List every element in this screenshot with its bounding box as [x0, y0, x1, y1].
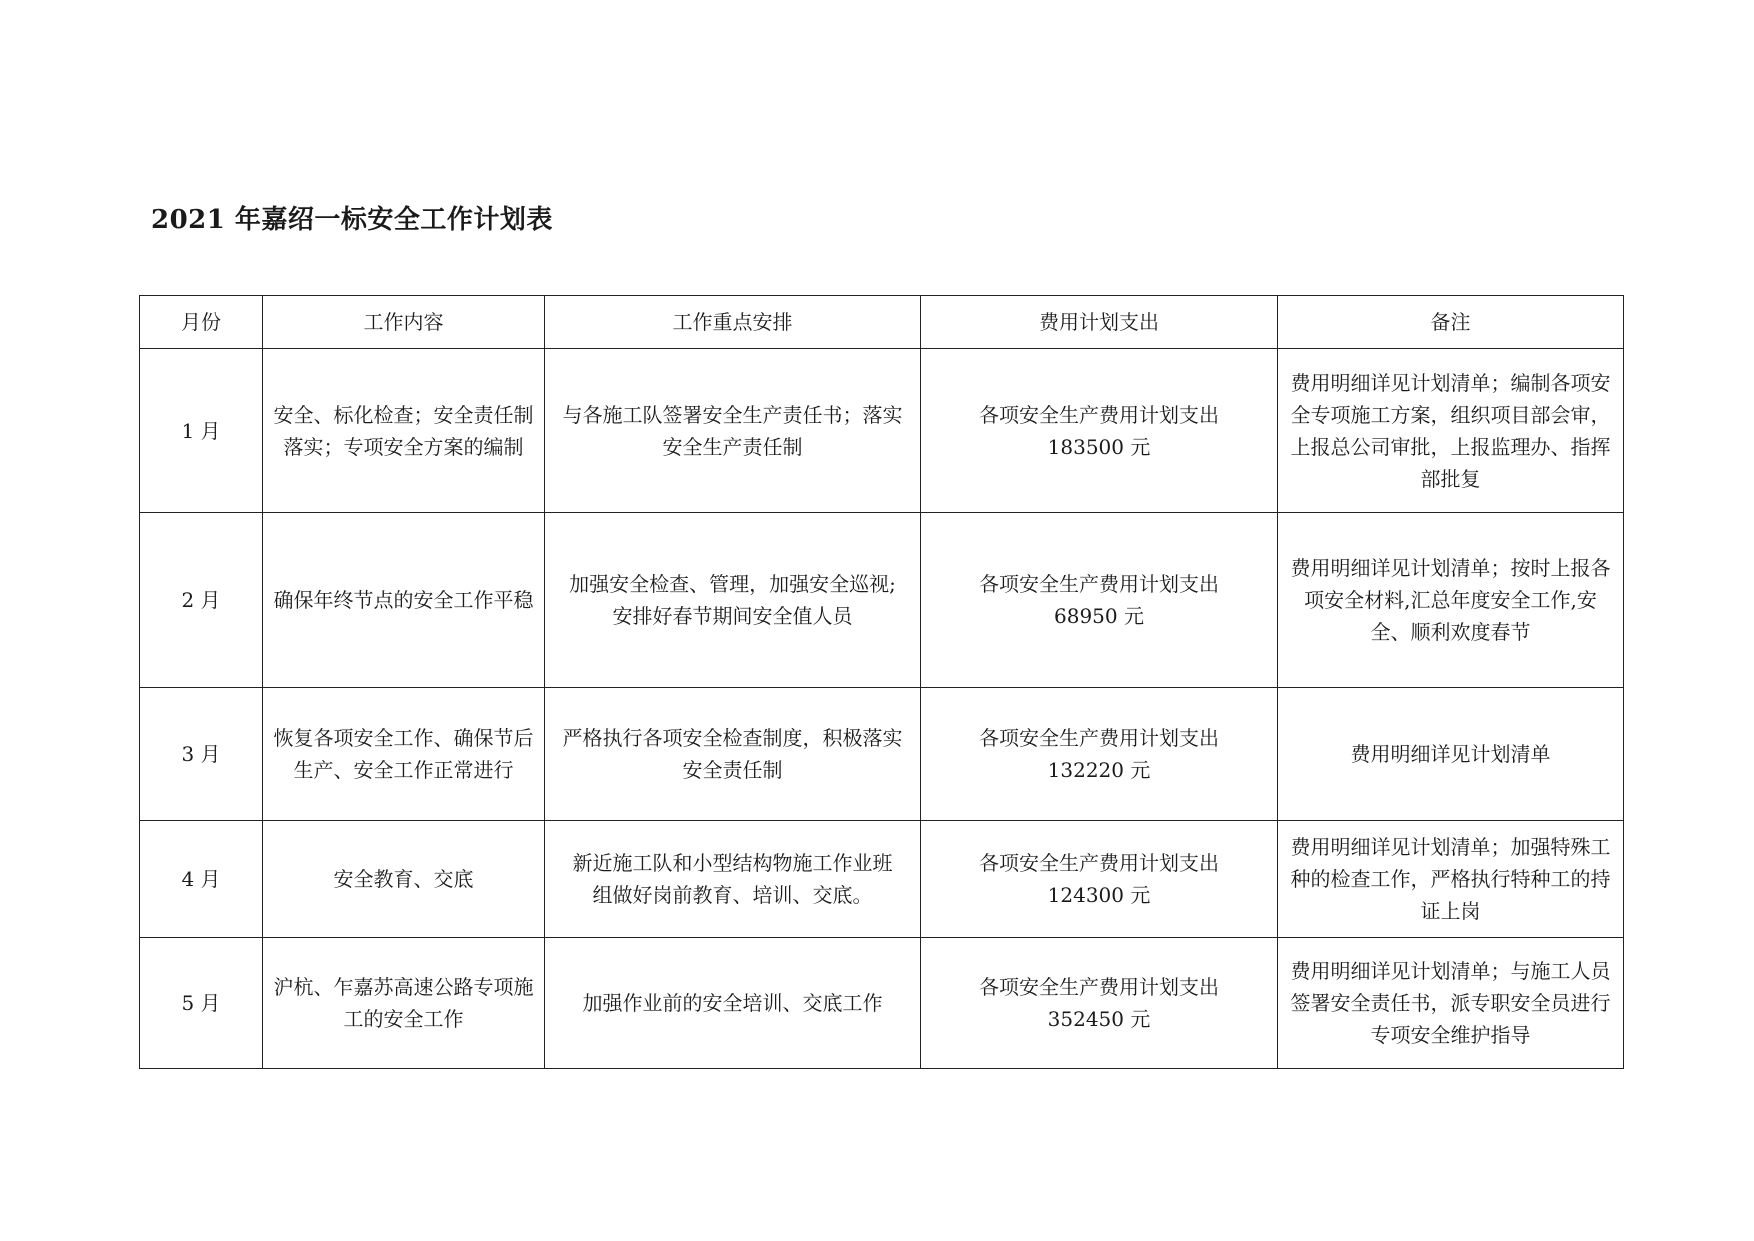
- work-focus-line: 安排好春节期间安全值人员: [612, 604, 853, 628]
- table-row: [140, 349, 1624, 513]
- safety-plan-table: [139, 295, 1624, 1069]
- header-remarks: 备注: [1278, 296, 1624, 349]
- remarks-cell: 费用明细详见计划清单: [1278, 688, 1624, 821]
- cost-label: 各项安全生产费用计划支出: [979, 572, 1219, 596]
- work-focus-line: 组做好岗前教育、培训、交底。: [592, 883, 873, 907]
- table-row: [140, 688, 1624, 821]
- cost-cell: [921, 938, 1278, 1069]
- remarks-cell: 费用明细详见计划清单；与施工人员签署安全责任书，派专职安全员进行专项安全维护指导: [1278, 938, 1624, 1069]
- cost-cell: [921, 349, 1278, 513]
- cost-label: 各项安全生产费用计划支出: [979, 402, 1219, 427]
- document-title: 2021 年嘉绍一标安全工作计划表: [151, 205, 553, 235]
- month-cell: 4 月: [140, 821, 263, 938]
- header-work-focus: 工作重点安排: [545, 296, 921, 349]
- cost-cell: [921, 821, 1278, 938]
- header-work-content: 工作内容: [263, 296, 545, 349]
- header-month: 月份: [140, 296, 263, 349]
- remarks-cell: 费用明细详见计划清单；加强特殊工种的检查工作，严格执行特种工的持证上岗: [1278, 821, 1624, 938]
- cost-amount: 132220 元: [1047, 758, 1151, 782]
- cost-label: 各项安全生产费用计划支出: [979, 975, 1219, 999]
- work-focus-cell: 严格执行各项安全检查制度，积极落实安全责任制: [545, 688, 921, 821]
- remarks-cell: 费用明细详见计划清单；编制各项安全专项施工方案，组织项目部会审，上报总公司审批，上报监理办、指挥部批复: [1278, 349, 1624, 513]
- month-cell: 5 月: [140, 938, 263, 1069]
- work-focus-line: 新近施工队和小型结构物施工作业班: [572, 851, 893, 875]
- work-focus-cell: 加强作业前的安全培训、交底工作: [545, 938, 921, 1069]
- work-focus-cell: [545, 821, 921, 938]
- header-cost-plan: 费用计划支出: [921, 296, 1278, 349]
- work-focus-cell: 与各施工队签署安全生产责任书；落实安全生产责任制: [545, 349, 921, 513]
- remarks-cell: 费用明细详见计划清单；按时上报各项安全材料,汇总年度安全工作,安全、顺利欢度春节: [1278, 513, 1624, 688]
- work-content-cell: 恢复各项安全工作、确保节后生产、安全工作正常进行: [263, 688, 545, 821]
- cost-label: 各项安全生产费用计划支出: [979, 851, 1219, 875]
- table-row: [140, 938, 1624, 1069]
- work-focus-cell: [545, 513, 921, 688]
- table-header-row: [140, 296, 1624, 349]
- month-cell: 2 月: [140, 513, 263, 688]
- work-content-cell: 安全教育、交底: [263, 821, 545, 938]
- cost-cell: [921, 513, 1278, 688]
- month-cell: 1 月: [140, 349, 263, 513]
- work-focus-line: 加强安全检查、管理，加强安全巡视;: [569, 572, 896, 596]
- cost-amount: 124300 元: [1047, 883, 1151, 907]
- cost-amount: 68950 元: [1054, 604, 1144, 628]
- cost-cell: [921, 688, 1278, 821]
- cost-amount: 183500 元: [1047, 434, 1151, 459]
- work-content-cell: 安全、标化检查；安全责任制落实；专项安全方案的编制: [263, 349, 545, 513]
- table-row: [140, 821, 1624, 938]
- month-cell: 3 月: [140, 688, 263, 821]
- cost-label: 各项安全生产费用计划支出: [979, 726, 1219, 750]
- table-row: [140, 513, 1624, 688]
- cost-amount: 352450 元: [1047, 1007, 1151, 1031]
- work-content-cell: 沪杭、乍嘉苏高速公路专项施工的安全工作: [263, 938, 545, 1069]
- work-content-cell: 确保年终节点的安全工作平稳: [263, 513, 545, 688]
